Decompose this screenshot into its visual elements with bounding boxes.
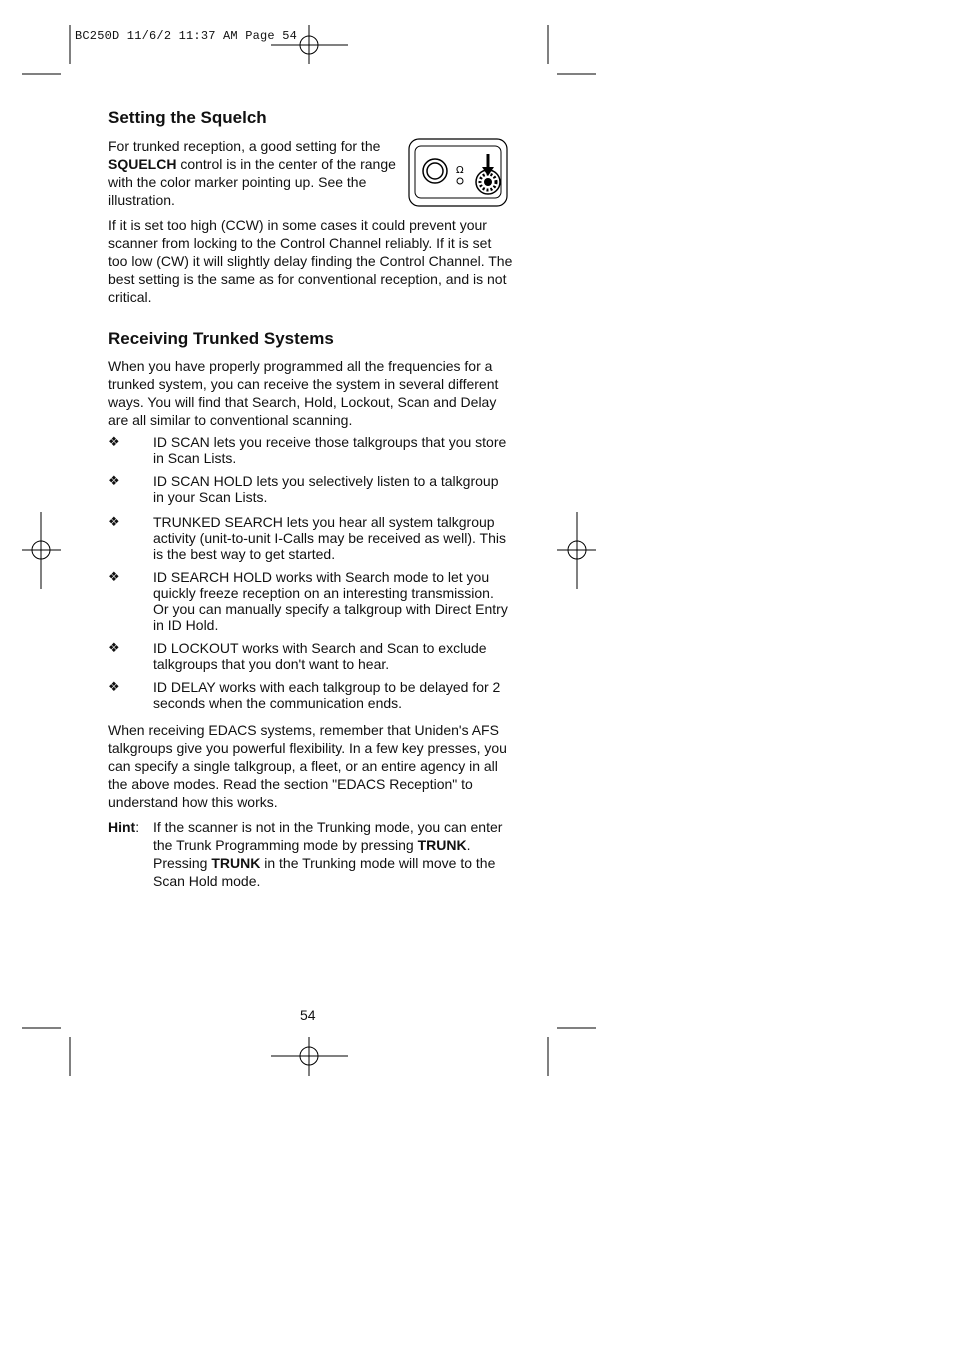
hint-text — [153, 818, 513, 890]
bullet-icon: ❖ — [108, 434, 120, 449]
bullet-icon: ❖ — [108, 640, 120, 655]
squelch-keyword: SQUELCH — [108, 156, 177, 172]
squelch-p1-text-a: For trunked reception, a good setting for the — [108, 138, 381, 154]
bullet-icon: ❖ — [108, 473, 120, 488]
hint-text-1: If the scanner is not in the Trunking mode, you can enter the Trunk Programming mode by pressing — [153, 819, 503, 853]
bullet-item-trunked-search: TRUNKED SEARCH lets you hear all system talkgroup activity (unit-to-unit I-Calls may be received as well). This is the best way to get started. — [153, 514, 506, 562]
bullet-icon: ❖ — [108, 569, 120, 584]
headphone-icon: Ω — [456, 165, 464, 176]
squelch-p1-text-c: control is in the center of the range with the color marker pointing up. See the illustration. — [108, 156, 396, 208]
bullet-item-id-scan-hold: ID SCAN HOLD lets you selectively listen to a talkgroup in your Scan Lists. — [153, 473, 499, 505]
squelch-paragraph-2: If it is set too high (CCW) in some cases it could prevent your scanner from locking to the Control Channel reliably. If it is set too low (CW) it will slightly delay finding the Control Channel. The best setting is the same as for conventional reception, and is not critical. — [108, 217, 513, 305]
heading-setting-squelch: Setting the Squelch — [108, 108, 267, 127]
heading-receiving-trunked: Receiving Trunked Systems — [108, 329, 334, 348]
squelch-knob-illustration — [408, 138, 508, 208]
bullet-icon: ❖ — [108, 514, 120, 529]
hint-keyword-trunk-2: TRUNK — [211, 855, 261, 871]
page-number: 54 — [300, 1007, 316, 1023]
bullet-item-id-delay: ID DELAY works with each talkgroup to be delayed for 2 seconds when the communication ends. — [153, 679, 501, 711]
printer-slug: BC250D 11/6/2 11:37 AM Page 54 — [75, 29, 298, 43]
hint-label — [108, 818, 139, 836]
trunked-intro-paragraph: When you have properly programmed all the frequencies for a trunked system, you can receive the system in several different ways. You will find that Search, Hold, Lockout, Scan and Delay are all similar to conventional scanning. — [108, 358, 499, 428]
hint-colon: : — [135, 819, 140, 835]
hint-label-text: Hint — [108, 819, 136, 835]
bullet-item-id-lockout: ID LOCKOUT works with Search and Scan to exclude talkgroups that you don't want to hear. — [153, 640, 487, 672]
edacs-paragraph: When receiving EDACS systems, remember that Uniden's AFS talkgroups give you powerful flexibility. In a few key presses, you can specify a single talkgroup, a fleet, or an entire agency in all the above modes. Read the section "EDACS Reception" to understand how this works. — [108, 722, 507, 810]
bullet-icon: ❖ — [108, 679, 120, 694]
bullet-item-id-scan: ID SCAN lets you receive those talkgroups that you store in Scan Lists. — [153, 434, 507, 466]
hint-text-2: . Pressing — [153, 837, 471, 871]
hint-text-3: in the Trunking mode will move to the Scan Hold mode. — [153, 855, 496, 889]
hint-keyword-trunk-1: TRUNK — [417, 837, 467, 853]
squelch-paragraph-1 — [108, 137, 398, 209]
bullet-item-id-search-hold: ID SEARCH HOLD works with Search mode to let you quickly freeze reception on an interesting transmission. Or you can manually specify a talkgroup with Direct Entry in ID Hold. — [153, 569, 508, 633]
